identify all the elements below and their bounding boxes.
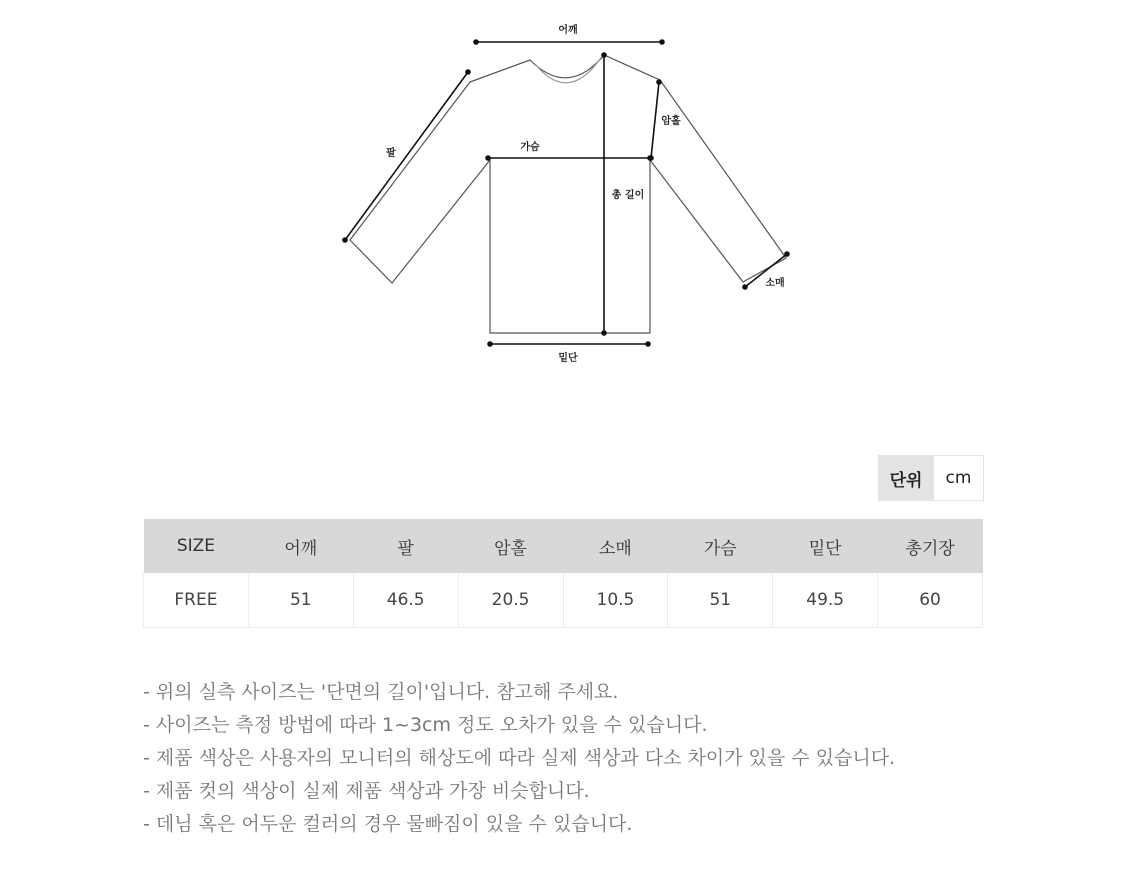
hem-dimension-line (488, 342, 650, 346)
header-hem: 밑단 (773, 519, 878, 573)
cell-chest: 51 (668, 573, 773, 628)
header-arm: 팔 (353, 519, 458, 573)
armhole-dimension-line (649, 80, 661, 160)
arm-dimension-line (343, 70, 470, 242)
cell-size: FREE (144, 573, 249, 628)
unit-indicator (878, 455, 984, 501)
unit-value: cm (934, 455, 984, 501)
total-length-dimension-line (602, 53, 606, 335)
cell-cuff: 10.5 (563, 573, 668, 628)
header-total-length: 총기장 (878, 519, 983, 573)
note-item: - 위의 실측 사이즈는 '단면의 길이'입니다. 참고해 주세요. (143, 681, 619, 703)
arm-label: 팔 (386, 148, 396, 159)
cuff-label: 소매 (765, 278, 785, 289)
shoulder-label: 어깨 (558, 25, 578, 36)
chest-dimension-line (486, 156, 652, 160)
cell-armhole: 20.5 (458, 573, 563, 628)
header-chest: 가슴 (668, 519, 773, 573)
cell-arm: 46.5 (353, 573, 458, 628)
shirt-outline (350, 55, 786, 333)
garment-measurement-diagram (0, 0, 1125, 380)
note-item: - 제품 색상은 사용자의 모니터의 해상도에 따라 실제 색상과 다소 차이가 있을 수 있습니다. (143, 747, 896, 769)
armhole-label: 암홀 (661, 116, 681, 127)
note-item: - 사이즈는 측정 방법에 따라 1~3cm 정도 오차가 있을 수 있습니다. (143, 714, 708, 736)
hem-label: 밑단 (558, 353, 578, 364)
note-item: - 데님 혹은 어두운 컬러의 경우 물빠짐이 있을 수 있습니다. (143, 813, 633, 835)
header-size: SIZE (144, 519, 249, 573)
size-table (143, 519, 983, 628)
chest-label: 가슴 (520, 142, 540, 153)
shoulder-dimension-line (474, 40, 664, 44)
unit-label: 단위 (878, 455, 934, 501)
total-length-label: 총 길이 (611, 190, 645, 201)
notes-list (143, 676, 895, 841)
header-cuff: 소매 (563, 519, 668, 573)
cell-total-length: 60 (878, 573, 983, 628)
header-armhole: 암홀 (458, 519, 563, 573)
table-header-row (144, 519, 983, 573)
table-row (144, 573, 983, 628)
cell-hem: 49.5 (773, 573, 878, 628)
header-shoulder: 어깨 (248, 519, 353, 573)
note-item: - 제품 컷의 색상이 실제 제품 색상과 가장 비슷합니다. (143, 780, 590, 802)
cell-shoulder: 51 (248, 573, 353, 628)
